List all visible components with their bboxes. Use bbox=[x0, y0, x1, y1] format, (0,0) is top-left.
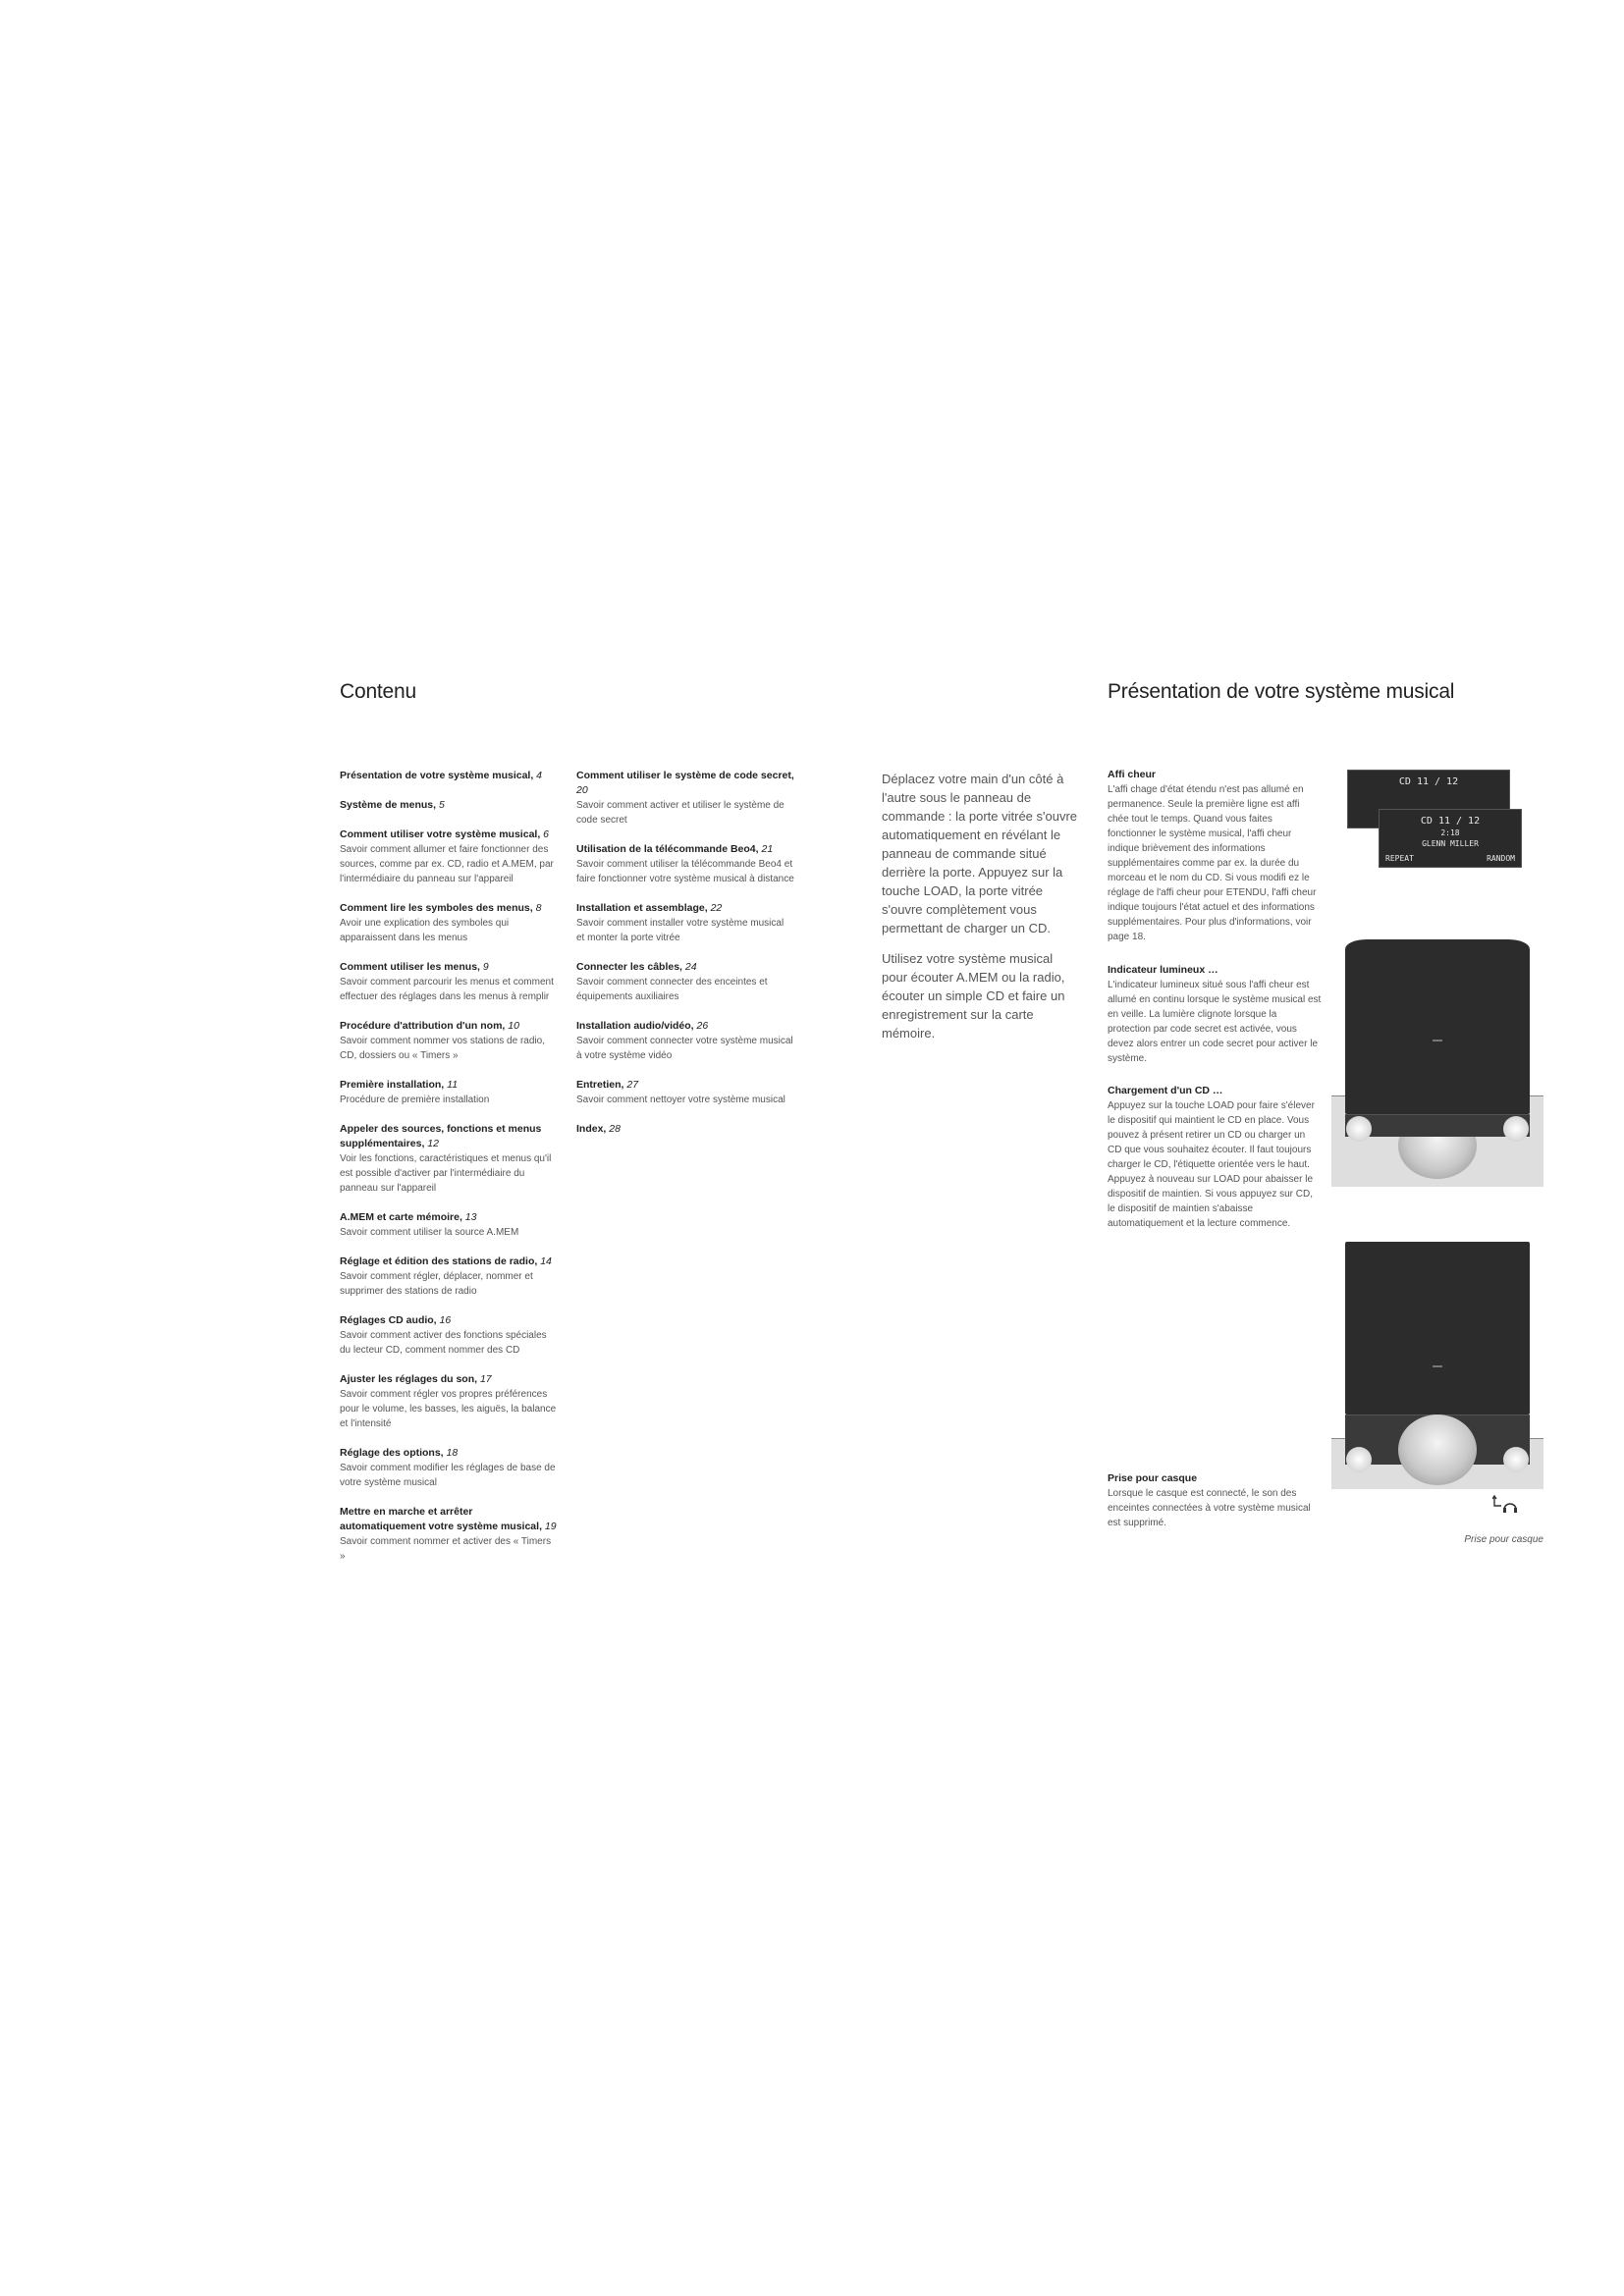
toc-entry-description: Savoir comment allumer et faire fonctionner des sources, comme par ex. CD, radio et A.MEM, par l'intermédiaire du panneau sur l'appareil bbox=[340, 844, 554, 884]
toc-entry[interactable] bbox=[340, 901, 558, 945]
toc-entry-page: 12 bbox=[427, 1138, 439, 1149]
toc-entry-description: Avoir une explication des symboles qui apparaissent dans les menus bbox=[340, 918, 510, 943]
toc-entry[interactable] bbox=[340, 1019, 558, 1063]
toc-column-1 bbox=[340, 769, 558, 1578]
intro-text bbox=[882, 770, 1078, 1054]
indicator-light bbox=[1433, 1040, 1442, 1041]
toc-entry-title: Présentation de votre système musical, bbox=[340, 770, 534, 781]
feature-indicator bbox=[1108, 963, 1322, 1066]
speaker-knob-left bbox=[1346, 1447, 1372, 1472]
toc-entry-description: Savoir comment installer votre système musical et monter la porte vitrée bbox=[576, 918, 785, 943]
toc-entry-page: 8 bbox=[535, 902, 542, 914]
toc-entry-description: Savoir comment parcourir les menus et comment effectuer des réglages dans les menus à remplir bbox=[340, 977, 554, 1002]
display-panel-extended bbox=[1379, 809, 1522, 868]
toc-entry[interactable] bbox=[340, 1255, 558, 1299]
toc-entry[interactable] bbox=[576, 901, 794, 945]
toc-column-2 bbox=[576, 769, 794, 1151]
toc-entry-description: Voir les fonctions, caractéristiques et menus qu'il est possible d'activer par l'intermédiaire du panneau sur l'appareil bbox=[340, 1153, 552, 1194]
page-title-overview: Présentation de votre système musical bbox=[1108, 680, 1455, 703]
toc-entry-description: Savoir comment activer des fonctions spéciales du lecteur CD, comment nommer des CD bbox=[340, 1330, 547, 1356]
toc-entry-title: Index, bbox=[576, 1123, 607, 1135]
toc-entry-title: Procédure d'attribution d'un nom, bbox=[340, 1020, 506, 1032]
toc-entry-page: 5 bbox=[438, 799, 445, 811]
feature-title: Affi cheur bbox=[1108, 769, 1157, 780]
toc-entry-title: Mettre en marche et arrêter automatiquement votre système musical, bbox=[340, 1506, 542, 1532]
toc-entry[interactable] bbox=[340, 798, 558, 813]
toc-entry-title: Comment utiliser le système de code secret, bbox=[576, 770, 794, 781]
toc-entry-title: Comment utiliser votre système musical, bbox=[340, 828, 541, 840]
toc-entry-title: Réglages CD audio, bbox=[340, 1314, 437, 1326]
display-line: GLENN MILLER bbox=[1422, 839, 1479, 848]
toc-entry[interactable] bbox=[576, 1019, 794, 1063]
toc-entry[interactable] bbox=[576, 1078, 794, 1107]
feature-headphones bbox=[1108, 1471, 1322, 1530]
display-repeat-label: REPEAT bbox=[1385, 854, 1414, 863]
toc-entry-description: Savoir comment activer et utiliser le système de code secret bbox=[576, 800, 785, 826]
toc-entry-page: 10 bbox=[508, 1020, 519, 1032]
toc-entry-description: Savoir comment nettoyer votre système musical bbox=[576, 1095, 785, 1105]
toc-entry-description: Savoir comment régler, déplacer, nommer et supprimer des stations de radio bbox=[340, 1271, 533, 1297]
toc-entry-page: 4 bbox=[536, 770, 543, 781]
illustration-caption: Prise pour casque bbox=[1464, 1534, 1543, 1545]
display-line: CD 11 / 12 bbox=[1420, 816, 1481, 827]
toc-entry-description: Savoir comment utiliser la source A.MEM bbox=[340, 1227, 519, 1238]
toc-entry-title: Comment lire les symboles des menus, bbox=[340, 902, 533, 914]
toc-entry[interactable] bbox=[340, 828, 558, 886]
toc-entry[interactable] bbox=[340, 1313, 558, 1358]
feature-text: L'indicateur lumineux situé sous l'affi cheur est allumé en continu lorsque le système musical est en veille. La lumière clignote lorsque la protection par code secret est activée, vous devez alors entrer un code secret pour activer le système. bbox=[1108, 980, 1322, 1064]
intro-paragraph: Utilisez votre système musical pour écouter A.MEM ou la radio, écouter un simple CD et faire un enregistrement sur la carte mémoire. bbox=[882, 951, 1065, 1041]
toc-entry-description: Savoir comment nommer vos stations de radio, CD, dossiers ou « Timers » bbox=[340, 1036, 545, 1061]
toc-entry-description: Savoir comment nommer et activer des « Timers » bbox=[340, 1536, 552, 1562]
toc-entry-page: 21 bbox=[761, 843, 774, 855]
toc-entry-page: 20 bbox=[576, 784, 588, 796]
control-panel[interactable] bbox=[1345, 1114, 1530, 1137]
toc-entry-page: 24 bbox=[684, 961, 697, 973]
toc-entry[interactable] bbox=[340, 1446, 558, 1490]
toc-entry-title: Système de menus, bbox=[340, 799, 437, 811]
feature-title: Indicateur lumineux … bbox=[1108, 964, 1218, 976]
toc-entry[interactable] bbox=[576, 1122, 794, 1137]
toc-entry[interactable] bbox=[340, 1210, 558, 1240]
toc-entry-page: 16 bbox=[439, 1314, 452, 1326]
toc-entry-title: Comment utiliser les menus, bbox=[340, 961, 480, 973]
intro-paragraph: Déplacez votre main d'un côté à l'autre sous le panneau de commande : la porte vitrée s'ouvre automatiquement en révélant le panneau de commande situé derrière la porte. Appuyez sur la touche LOAD, la porte vitrée s'ouvre complètement vous permettant de charger un CD. bbox=[882, 772, 1078, 935]
toc-entry-page: 13 bbox=[464, 1211, 477, 1223]
toc-entry-description: Savoir comment connecter votre système musical à votre système vidéo bbox=[576, 1036, 793, 1061]
toc-entry-page: 11 bbox=[447, 1079, 459, 1091]
toc-entry-title: Ajuster les réglages du son, bbox=[340, 1373, 478, 1385]
toc-entry-title: Appeler des sources, fonctions et menus supplémentaires, bbox=[340, 1123, 542, 1149]
toc-entry-page: 19 bbox=[544, 1521, 557, 1532]
toc-entry[interactable] bbox=[340, 960, 558, 1004]
toc-entry[interactable] bbox=[340, 1372, 558, 1431]
toc-entry[interactable] bbox=[576, 769, 794, 828]
display-line: 2:18 bbox=[1440, 828, 1460, 837]
feature-text: L'affi chage d'état étendu n'est pas allumé en permanence. Seule la première ligne est affi chée tout le temps. Quand vous faites fonctionner le système musical, l'affi cheur indique brièvement des informations supplémentaires comme par ex. la durée du morceau et le nom du CD. Si vous modifi ez le réglage de l'affi cheur pour ETENDU, l'affi cheur indique toujours l'état actuel et des informations supplémentaires. Pour plus d'informations, voir page 18. bbox=[1108, 784, 1317, 942]
cd-disc-icon bbox=[1398, 1415, 1477, 1485]
speaker-knob-right bbox=[1503, 1116, 1529, 1142]
toc-entry-description: Savoir comment utiliser la télécommande Beo4 et faire fonctionner votre système musical à distance bbox=[576, 859, 794, 884]
toc-entry-description: Savoir comment modifier les réglages de base de votre système musical bbox=[340, 1463, 556, 1488]
toc-entry-title: Installation et assemblage, bbox=[576, 902, 708, 914]
toc-entry[interactable] bbox=[340, 769, 558, 783]
toc-entry-page: 9 bbox=[482, 961, 489, 973]
feature-title: Prise pour casque bbox=[1108, 1472, 1198, 1484]
toc-entry[interactable] bbox=[340, 1505, 558, 1564]
display-line: CD 11 / 12 bbox=[1398, 776, 1459, 787]
toc-entry-title: Connecter les câbles, bbox=[576, 961, 682, 973]
toc-entry-page: 6 bbox=[543, 828, 550, 840]
toc-entry-title: Installation audio/vidéo, bbox=[576, 1020, 694, 1032]
toc-entry[interactable] bbox=[340, 1122, 558, 1196]
toc-entry-title: Entretien, bbox=[576, 1079, 624, 1091]
toc-entry-title: Utilisation de la télécommande Beo4, bbox=[576, 843, 759, 855]
glass-door bbox=[1345, 939, 1530, 1114]
toc-entry-page: 22 bbox=[710, 902, 723, 914]
page-title-contents: Contenu bbox=[340, 680, 416, 703]
speaker-knob-right bbox=[1503, 1447, 1529, 1472]
feature-cd-loading bbox=[1108, 1084, 1322, 1231]
toc-entry-description: Procédure de première installation bbox=[340, 1095, 490, 1105]
glass-door bbox=[1345, 1242, 1530, 1415]
toc-entry-title: A.MEM et carte mémoire, bbox=[340, 1211, 462, 1223]
indicator-light bbox=[1433, 1365, 1442, 1367]
toc-entry[interactable] bbox=[576, 960, 794, 1004]
speaker-knob-left bbox=[1346, 1116, 1372, 1142]
display-random-label: RANDOM bbox=[1487, 854, 1515, 863]
music-system-illustration bbox=[1331, 937, 1543, 1187]
toc-entry[interactable] bbox=[576, 842, 794, 886]
toc-entry-description: Savoir comment connecter des enceintes et équipements auxiliaires bbox=[576, 977, 768, 1002]
toc-entry-page: 18 bbox=[446, 1447, 459, 1459]
feature-text: Lorsque le casque est connecté, le son des enceintes connectées à votre système musical est supprimé. bbox=[1108, 1488, 1311, 1528]
headphone-icon bbox=[1492, 1494, 1518, 1514]
toc-entry-title: Réglage des options, bbox=[340, 1447, 444, 1459]
feature-title: Chargement d'un CD … bbox=[1108, 1085, 1223, 1096]
feature-display bbox=[1108, 768, 1322, 944]
music-system-open-illustration bbox=[1331, 1242, 1543, 1489]
toc-entry-title: Réglage et édition des stations de radio, bbox=[340, 1255, 538, 1267]
feature-text: Appuyez sur la touche LOAD pour faire s'élever le dispositif qui maintient le CD en place. Vous pouvez à présent retirer un CD ou charger un CD que vous souhaitez écouter. Il faut toujours charger le CD, l'étiquette orientée vers le haut. Appuyez à nouveau sur LOAD pour abaisser le dispositif de maintien. Si vous appuyez sur CD, le dispositif de maintien s'abaisse automatiquement et la lecture commence. bbox=[1108, 1100, 1315, 1229]
toc-entry-page: 17 bbox=[479, 1373, 492, 1385]
toc-entry-page: 26 bbox=[696, 1020, 709, 1032]
toc-entry-title: Première installation, bbox=[340, 1079, 445, 1091]
toc-entry-page: 14 bbox=[540, 1255, 552, 1267]
toc-entry-page: 27 bbox=[626, 1079, 639, 1091]
toc-entry-page: 28 bbox=[609, 1123, 621, 1135]
toc-entry[interactable] bbox=[340, 1078, 558, 1107]
toc-entry-description: Savoir comment régler vos propres préférences pour le volume, les basses, les aiguës, la balance et l'intensité bbox=[340, 1389, 557, 1429]
